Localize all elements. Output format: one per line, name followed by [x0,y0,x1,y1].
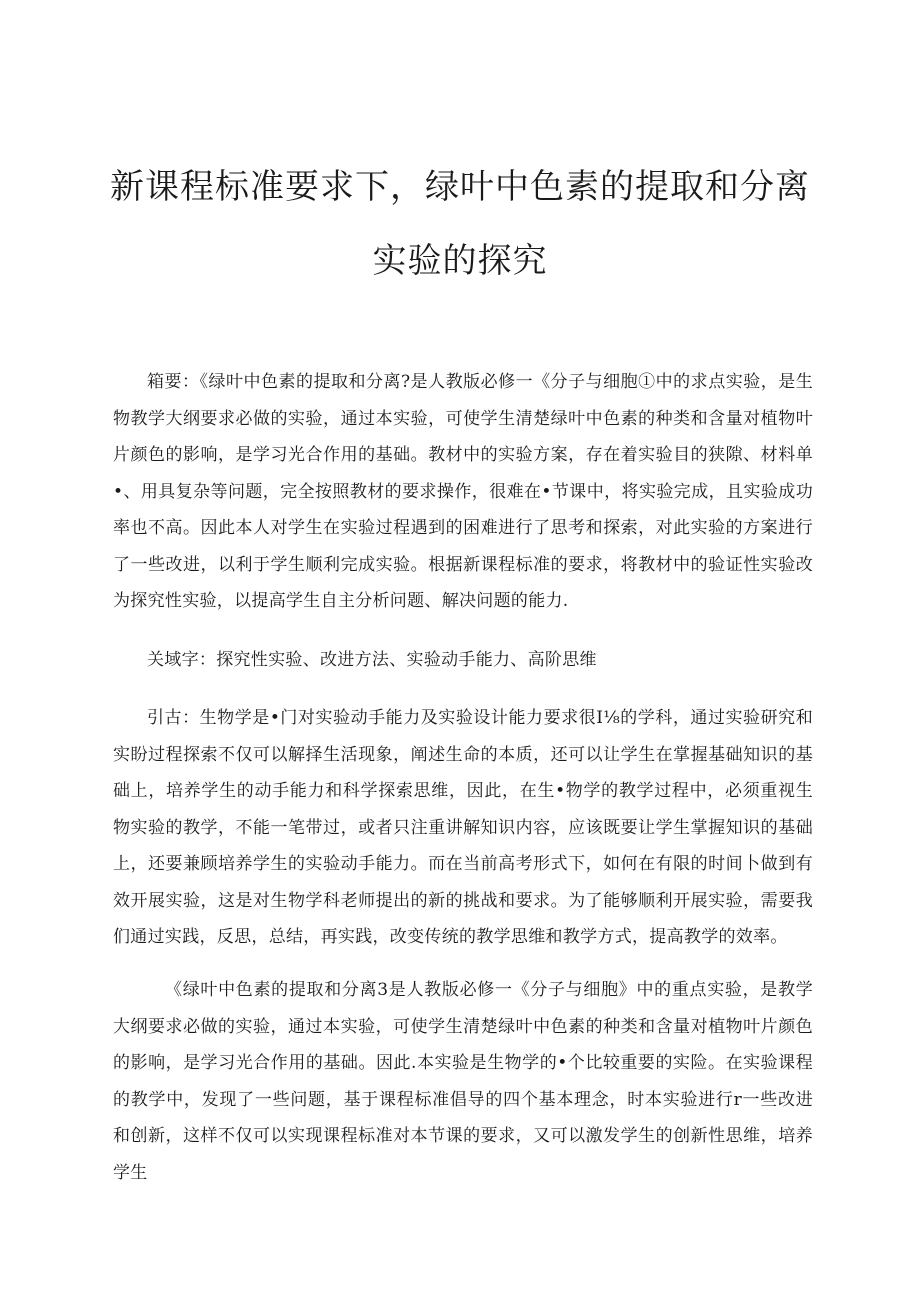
introduction-paragraph: 引古：生物学是•门对实验动手能力及实验设计能力要求很I⅛的学科，通过实验研究和实盼过程探索不仅可以解择生活现象，阐述生命的本质，还可以让学生在掌握基础知识的基础上，培养学生的动手能力和科学探索思维，因此，在生•物学的教学过程中，必须重视生物实验的教学，不能一笔带过，或者只注重讲解知识内容，应该既要让学生掌握知识的基础上，还要兼顾培养学生的实验动手能力。而在当前高考形式下，如何在有限的时间卜做到有效开展实验，这是对生物学科老师提出的新的挑战和要求。为了能够顺利开展实验，需要我们通过实践，反思，总结，再实践，改变传统的教学思维和教学方式，提高教学的效率。 [113,708,813,947]
document-title [100,150,820,298]
title-line-1: 新课程标准要求下，绿叶中色素的提取和分离 [110,167,810,207]
body-paragraph: 《绿叶中色素的提取和分离3是人教版必修一《分子与细胞》中的重点实验，是教学大纲要求必做的实验，通过本实验，可使学生清楚绿叶中色素的种类和含量对植物叶片颜色的影响，是学习光合作用的基础。因此.本实验是生物学的•个比较重要的实险。在实验课程的教学中，发现了一些问题，基于课程标准倡导的四个基本理念，时本实验进行r一些改进和创新，这样不仅可以实现课程标准对本节课的要求，又可以激发学生的创新性思维，培养学生 [113,980,813,1183]
abstract-paragraph: 箱要：《绿叶中色素的提取和分离?是人教版必修一《分子与细胞①中的求点实验，是生物教学大纲要求必做的实验，通过本实验，可使学生清楚绿叶中色素的种类和含量对植物叶片颜色的影响，是学习光合作用的基础。教材中的实验方案，存在着实验目的狭隙、材料单•、用具复杂等问题，完全按照教材的要求操作，很难在•节课中，将实验完成，且实验成功率也不高。因此本人对学生在实验过程遇到的困难进行了思考和探索，对此实验的方案进行了一些改进，以利于学生顺利完成实验。根据新课程标准的要求，将教材中的验证性实验改为探究性实验，以提高学生自主分析问题、解决问题的能力. [113,372,813,611]
keywords-paragraph: 关域字：探究性实验、改进方法、实验动手能力、高阶思维 [147,650,597,670]
title-line-2: 实验的探究 [372,241,548,281]
